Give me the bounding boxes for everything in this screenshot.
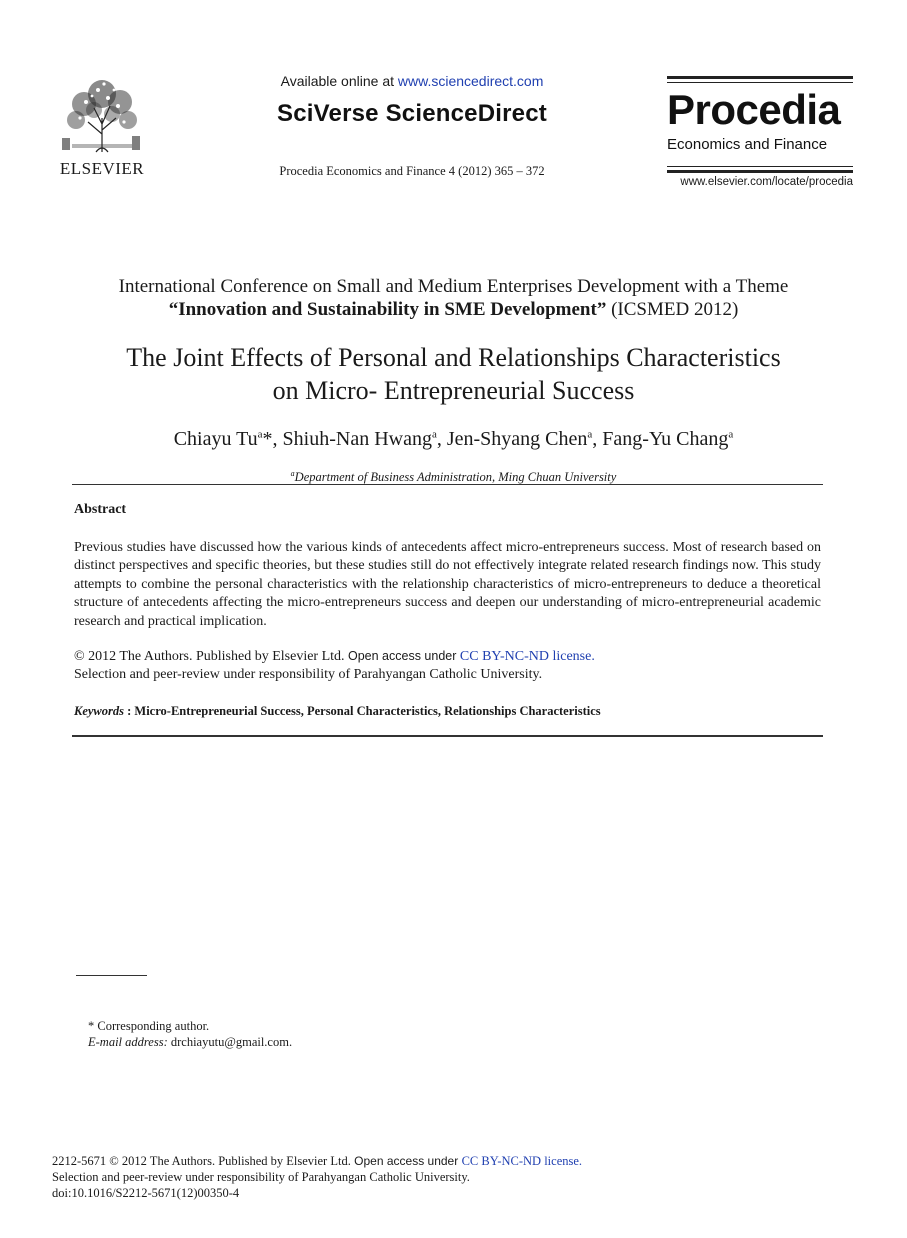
corresponding-author-note: * Corresponding author. [88,1019,210,1033]
abstract-top-rule [72,484,823,485]
abstract-bottom-rule [72,735,823,737]
procedia-rule-top-thin [667,82,853,83]
author-affiliation-mark: a [431,428,437,441]
footer-open-access-label: Open access under [350,1154,462,1168]
author-name: Fang-Yu Chang [602,428,729,450]
author [174,428,283,450]
sciencedirect-link[interactable]: www.sciencedirect.com [397,73,544,89]
author-separator: , [272,428,283,450]
open-access-label: Open access under [344,649,460,663]
author-affiliation-mark: a [587,428,593,441]
conference-theme-line [60,299,847,321]
footer-copyright: 2212-5671 © 2012 The Authors. Published by Elsevier Ltd. [52,1154,351,1168]
copyright-line [74,649,595,665]
abstract-heading: Abstract [74,502,127,517]
sciverse-sciencedirect-wordmark: SciVerse ScienceDirect [277,100,547,127]
email-line [88,1035,292,1050]
conference-theme: “Innovation and Sustainability in SME Development” [168,299,607,320]
footer-peer-review: Selection and peer-review under responsibility of Parahyangan Catholic University. [52,1170,470,1184]
author-name: Chiayu Tu [173,428,258,450]
footer-issn-line [52,1154,582,1169]
available-prefix: Available online at [280,73,398,89]
keywords-line [74,704,601,719]
conference-acronym: (ICSMED 2012) [606,299,739,320]
affiliation-text: Department of Business Administration, Ming Chuan University [294,470,617,485]
elsevier-wordmark: ELSEVIER [59,159,145,178]
peer-review-statement: Selection and peer-review under responsibility of Parahyangan Catholic University. [74,667,543,682]
procedia-subtitle: Economics and Finance [667,136,828,153]
author [283,428,447,450]
author-separator: , [592,428,603,450]
license-link[interactable]: CC BY-NC-ND license. [459,649,595,664]
author [447,428,602,450]
journal-citation: Procedia Economics and Finance 4 (2012) 365 – 372 [279,164,545,178]
author-name: Shiuh-Nan Hwang [282,428,432,450]
author-affiliation-mark: a [728,428,734,441]
procedia-rule-bottom [667,170,853,173]
affiliation [40,469,867,485]
keywords-label: Keywords [74,704,124,718]
procedia-wordmark: Procedia [667,86,841,133]
author-name: Jen-Shyang Chen [446,428,588,450]
email-label: E-mail address: [88,1035,168,1049]
procedia-rule-bottom-thin [667,166,853,167]
available-online-line [262,73,562,89]
procedia-rule-top [667,76,853,79]
affiliation-mark: a [290,469,295,478]
paper-title-line-2: on Micro- Entrepreneurial Success [272,376,635,405]
footer-license-link[interactable]: CC BY-NC-ND license. [461,1154,583,1168]
paper-title-line-1: The Joint Effects of Personal and Relationships Characteristics [126,343,781,372]
corresponding-mark: * [262,428,273,450]
author-separator: , [436,428,447,450]
author [602,428,733,450]
copyright-text: © 2012 The Authors. Published by Elsevier Ltd. [74,649,345,664]
email-address[interactable]: drchiayutu@gmail.com. [167,1035,293,1049]
footer-doi[interactable]: doi:10.1016/S2212-5671(12)00350-4 [52,1186,240,1200]
author-list [40,428,867,451]
procedia-url[interactable]: www.elsevier.com/locate/procedia [680,176,853,188]
abstract-body: Previous studies have discussed how the various kinds of antecedents affect micro-entrepreneurs success. Most of research based on distinct perspectives and specific theories, but these studies still do not effectively integrate related research findings now. This study attempts to combine the personal characteristics with the relationship characteristics of micro-entrepreneurs to deduce a theoretical structure of antecedents affecting the micro-entrepreneurs success and deepen our understanding of micro-entrepreneurial academic research and practical implication. [74,540,821,629]
conference-name: International Conference on Small and Medium Enterprises Development with a Theme [118,276,789,297]
footnote-rule [76,975,147,976]
author-affiliation-mark: a [257,428,263,441]
keywords-text: : Micro-Entrepreneurial Success, Personal Characteristics, Relationships Characteristics [124,704,601,718]
